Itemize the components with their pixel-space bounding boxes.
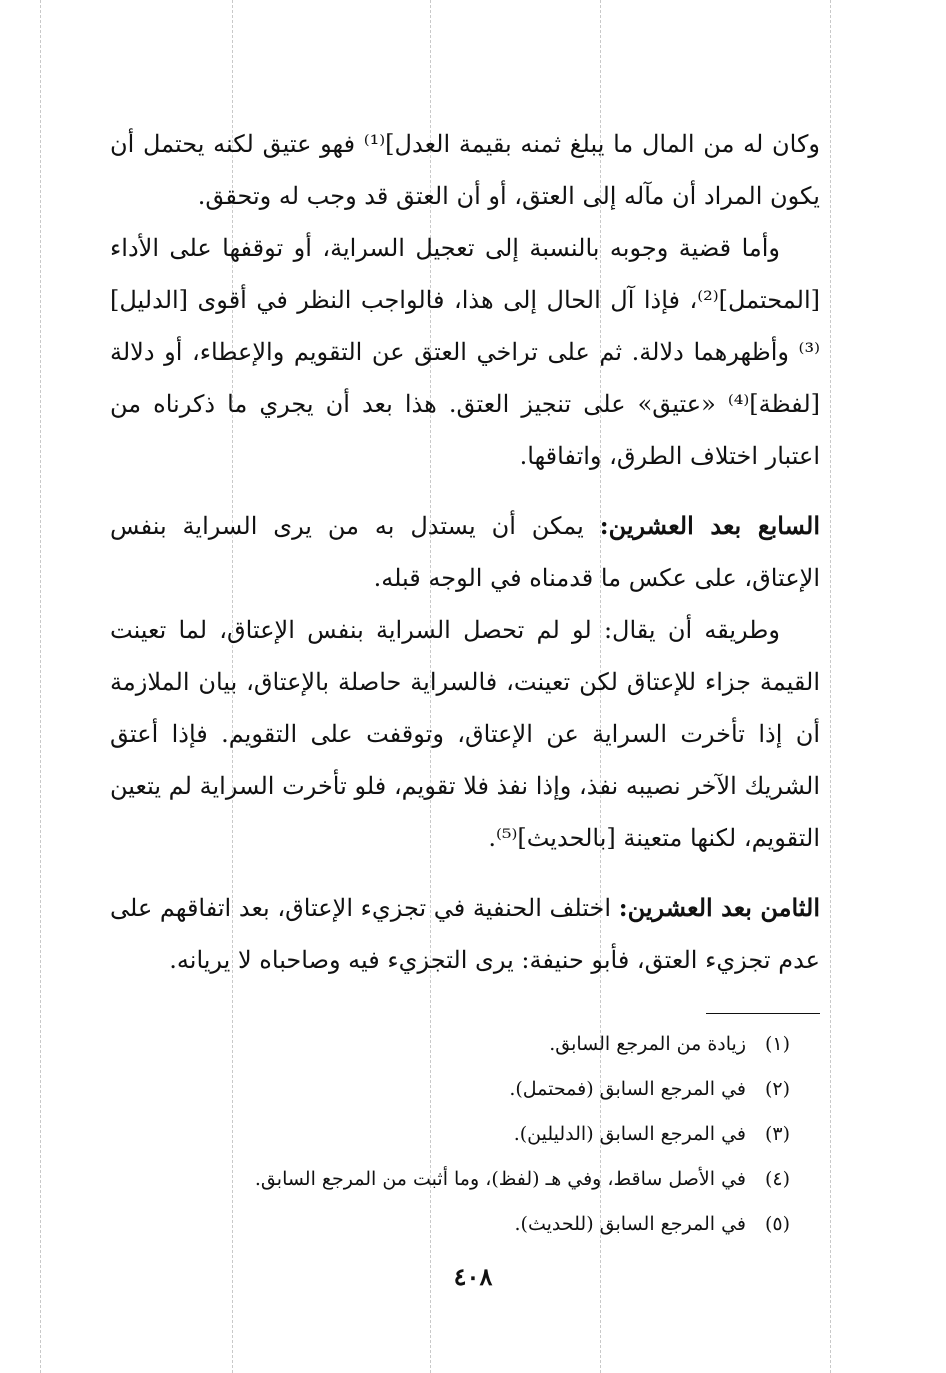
footnote-text: في الأصل ساقط، وفي هـ (لفظ)، وما أثبت من المرجع السابق.	[254, 1168, 746, 1190]
footnote-number: (٣)	[764, 1123, 790, 1145]
scan-guide-line	[40, 0, 41, 1373]
paragraph-1	[110, 118, 820, 222]
paragraph-text: وأما قضية وجوبه بالنسبة إلى تعجيل السراية، أو توقفها على الأداء [المحتمل]⁽²⁾، فإذا آل الحال إلى هذا، فالواجب النظر في أقوى [الدليل]⁽³⁾ وأظهرهما دلالة. ثم على تراخي العتق عن التقويم والإعطاء، أو دلالة [لفظة]⁽⁴⁾ «عتيق» على تنجيز العتق. هذا بعد أن يجري ما ذكرناه من اعتبار اختلاف الطرق، واتفاقها.	[110, 234, 820, 470]
footnote-text: زيادة من المرجع السابق.	[549, 1033, 746, 1055]
footnote-separator	[706, 1013, 820, 1014]
page-number: ٤٠٨	[453, 1262, 493, 1291]
footnotes	[110, 1022, 790, 1247]
paragraph-5	[110, 882, 820, 986]
footnote-number: (٢)	[764, 1078, 790, 1100]
paragraph-text: وكان له من المال ما يبلغ ثمنه بقيمة العدل]⁽¹⁾ فهو عتيق لكنه يحتمل أن يكون المراد أن مآله إلى العتق، أو أن العتق قد وجب له وتحقق.	[110, 130, 820, 210]
footnote-5	[110, 1202, 790, 1247]
footnote-1	[110, 1022, 790, 1067]
paragraph-2	[110, 222, 820, 482]
footnote-number: (٤)	[764, 1168, 790, 1190]
footnote-text: في المرجع السابق (الدليلين).	[513, 1123, 746, 1145]
paragraph-text: يمكن أن يستدل به من يرى السراية بنفس الإعتاق، على عكس ما قدمناه في الوجه قبله.	[110, 512, 820, 592]
paragraph-3	[110, 500, 820, 604]
paragraph-text: وطريقه أن يقال: لو لم تحصل السراية بنفس الإعتاق، لما تعينت القيمة جزاء للإعتاق لكن تعينت، فالسراية حاصلة بالإعتاق، بيان الملازمة أن إذا تأخرت السراية عن الإعتاق، وتوقفت على التقويم. فإذا أعتق الشريك الآخر نصيبه نفذ، وإذا نفذ فلا تقويم، فلو تأخرت السراية لم يتعين التقويم، لكنها متعينة [بالحديث]⁽⁵⁾.	[110, 616, 820, 852]
scan-guide-line	[830, 0, 831, 1373]
footnote-2	[110, 1067, 790, 1112]
paragraph-4	[110, 604, 820, 864]
footnote-4	[110, 1157, 790, 1202]
footnote-number: (١)	[764, 1033, 790, 1055]
footnote-text: في المرجع السابق (للحديث).	[514, 1213, 746, 1235]
footnote-3	[110, 1112, 790, 1157]
paragraph-lead: الثامن بعد العشرين:	[618, 893, 820, 922]
footnote-text: في المرجع السابق (فمحتمل).	[509, 1078, 746, 1100]
footnote-number: (٥)	[764, 1213, 790, 1235]
paragraph-text: اختلف الحنفية في تجزيء الإعتاق، بعد اتفاقهم على عدم تجزيء العتق، فأبو حنيفة: يرى التجزيء فيه وصاحباه لا يريانه.	[110, 894, 820, 974]
paragraph-lead: السابع بعد العشرين:	[599, 511, 820, 540]
main-text	[110, 118, 820, 986]
